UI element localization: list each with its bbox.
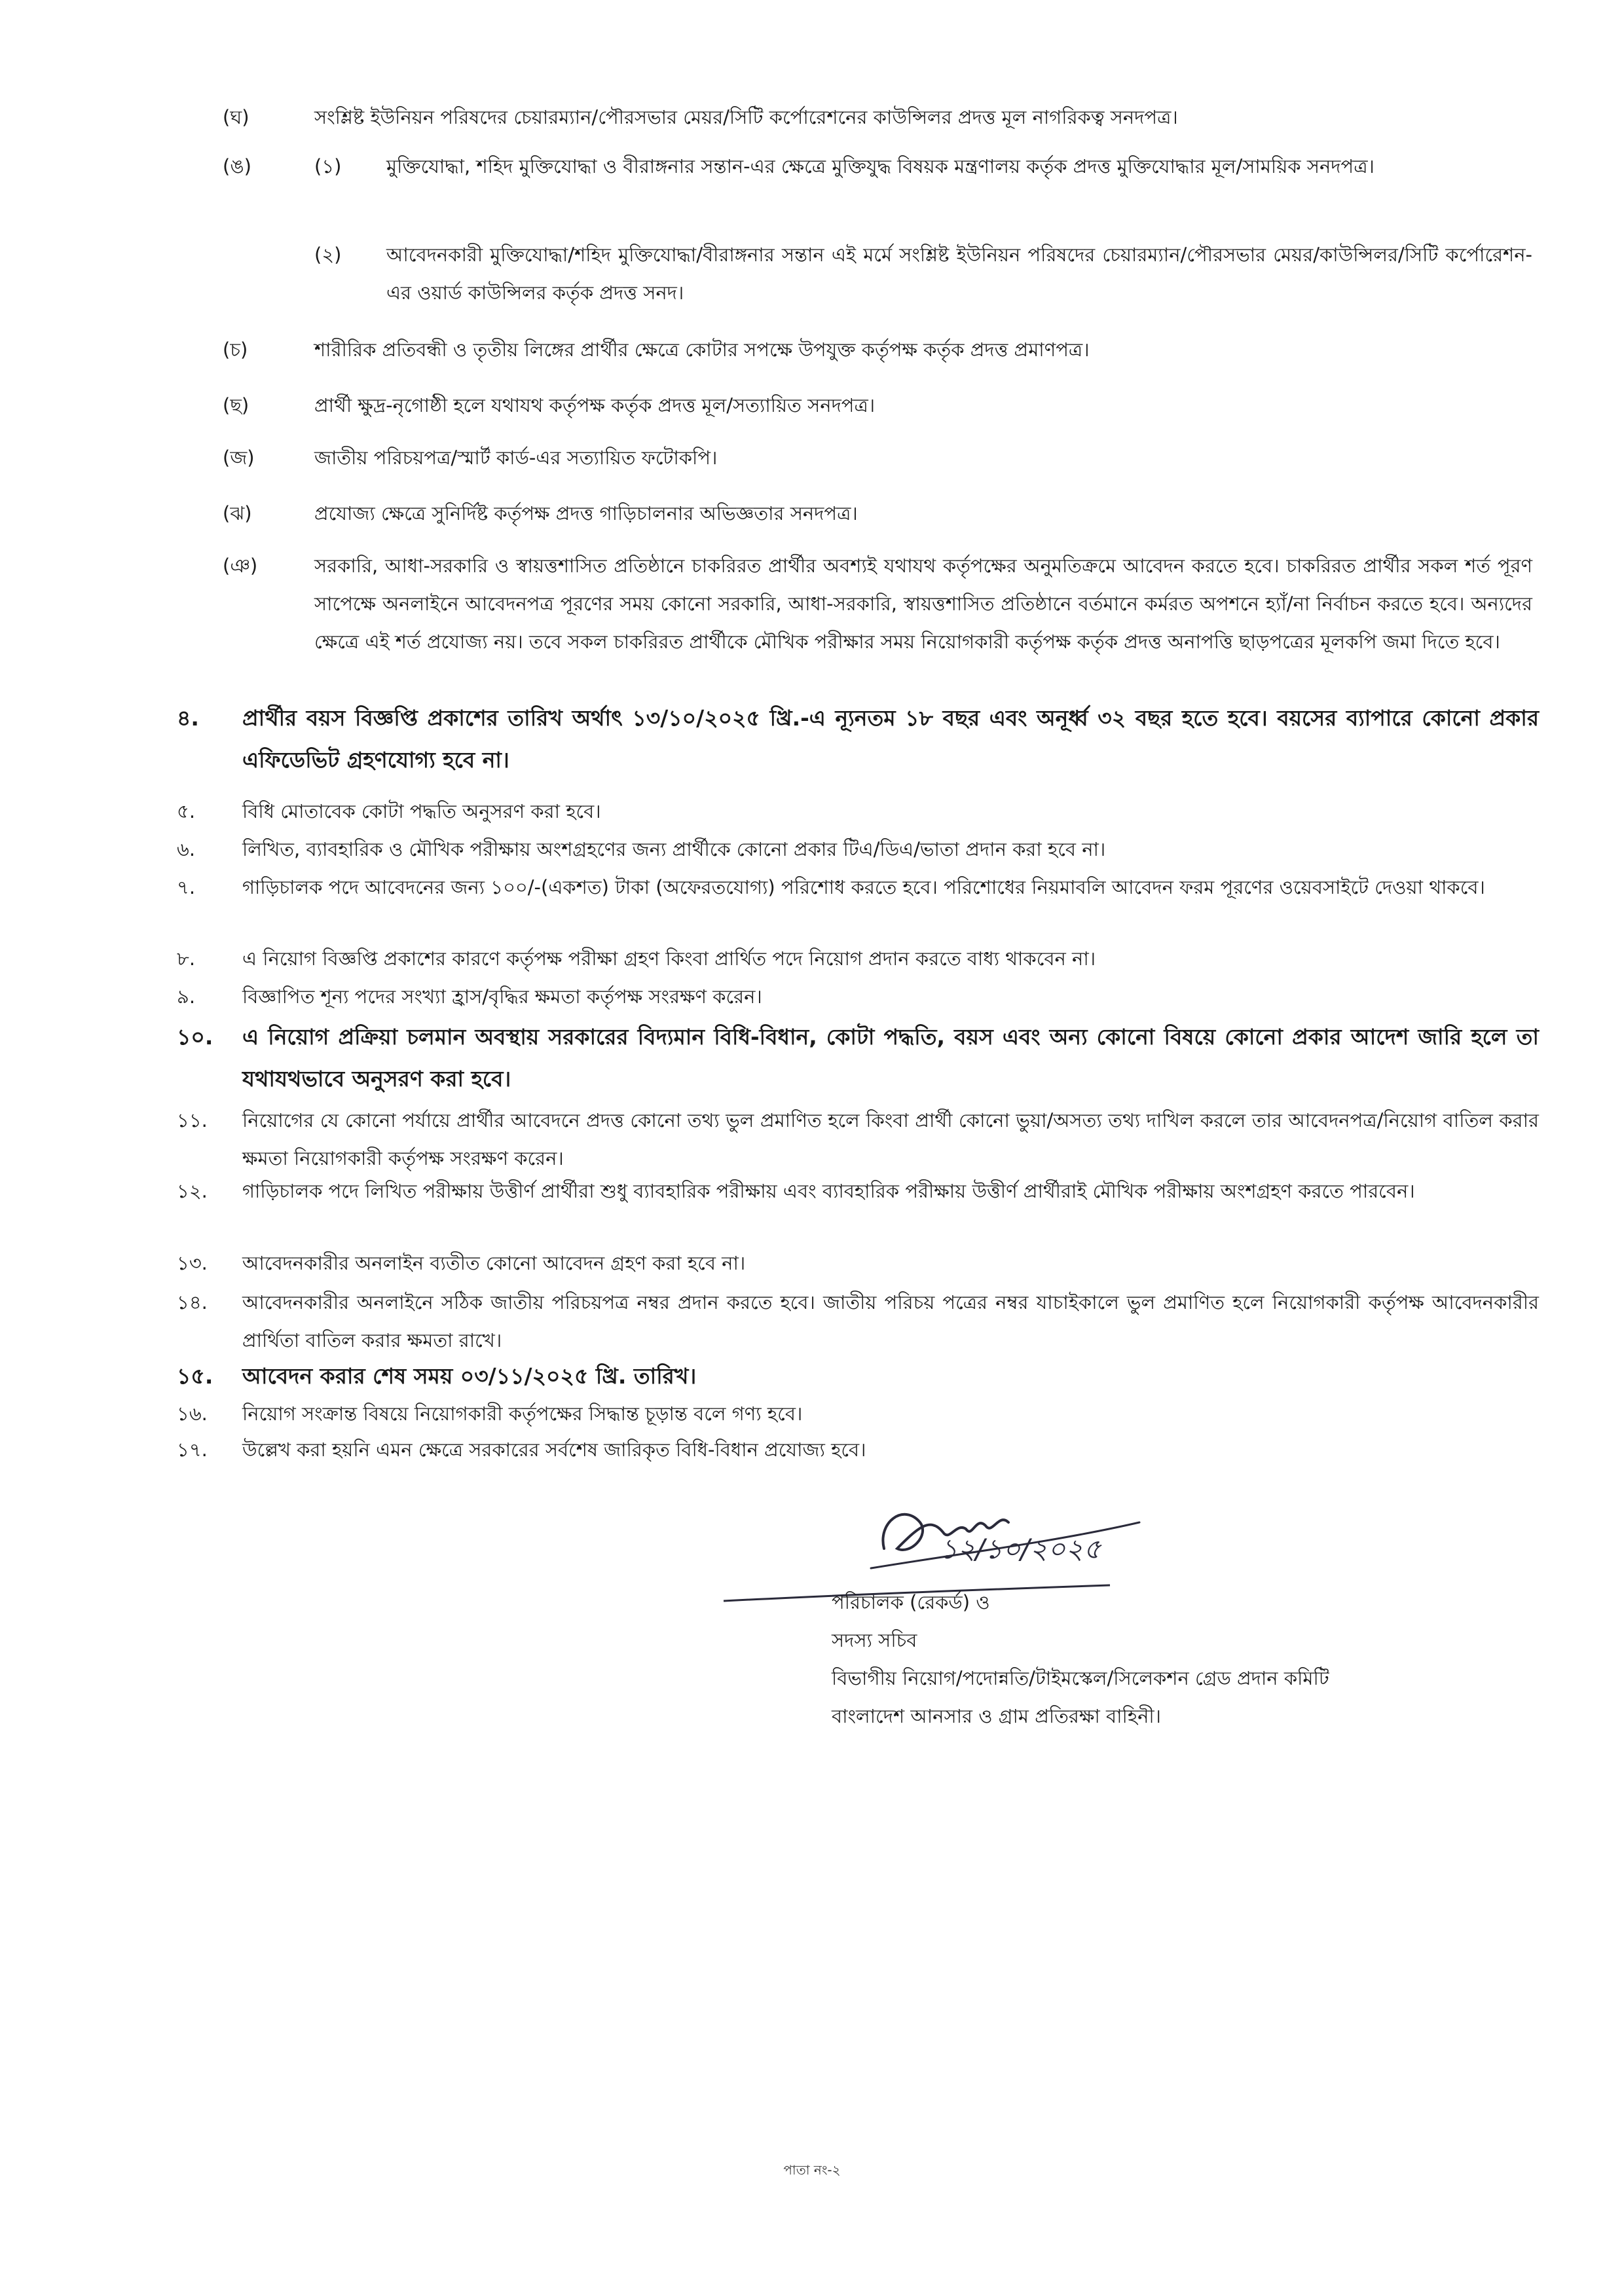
- item-text: নিয়োগের যে কোনো পর্যায়ে প্রার্থীর আবেদনে প্রদত্ত কোনো তথ্য ভুল প্রমাণিত হলে কিংবা প্রার্থী কোনো ভুয়া/অসত্য তথ্য দাখিল করলে তার আবেদনপত্র/নিয়োগ বাতিল করার ক্ষমতা নিয়োগকারী কর্তৃপক্ষ সংরক্ষণ করেন।: [242, 1109, 1539, 1169]
- signatory-title: পরিচালক (রেকর্ড) ও: [832, 1591, 990, 1613]
- item-text: প্রার্থীর বয়স বিজ্ঞপ্তি প্রকাশের তারিখ অর্থাৎ ১৩/১০/২০২৫ খ্রি.-এ ন্যূনতম ১৮ বছর এবং অনূর্ধ্ব ৩২ বছর হতে হবে। বয়সের ব্যাপারে কোনো প্রকার এফিডেভিট গ্রহণযোগ্য হবে না।: [242, 705, 1539, 773]
- item-text: গাড়িচালক পদে লিখিত পরীক্ষায় উত্তীর্ণ প্রার্থীরা শুধু ব্যাবহারিক পরীক্ষায় এবং ব্যাবহারিক পরীক্ষায় উত্তীর্ণ প্রার্থীরাই মৌখিক পরীক্ষায় অংশগ্রহণ করতে পারবেন।: [242, 1180, 1415, 1202]
- item-number: ১১.: [177, 1109, 208, 1131]
- item-number: ৮.: [177, 947, 196, 970]
- item-number: ১৪.: [177, 1291, 208, 1313]
- item-number: ৯.: [177, 985, 196, 1008]
- item-text: উল্লেখ করা হয়নি এমন ক্ষেত্রে সরকারের সর্বশেষ জারিকৃত বিধি-বিধান প্রযোজ্য হবে।: [242, 1439, 866, 1461]
- sub-item-submarker: (১): [314, 155, 342, 177]
- sub-item-submarker: (২): [314, 244, 342, 266]
- sub-item-marker: (ঙ): [223, 155, 251, 177]
- item-number: ১৫.: [177, 1363, 213, 1389]
- item-text: বিধি মোতাবেক কোটা পদ্ধতি অনুসরণ করা হবে।: [242, 800, 601, 822]
- item-number: ৭.: [177, 876, 196, 898]
- sub-item-text: জাতীয় পরিচয়পত্র/স্মার্ট কার্ড-এর সত্যায়িত ফটোকপি।: [314, 447, 718, 469]
- signature-date: ১২/১০/২০২৫: [940, 1533, 1101, 1565]
- sub-item-marker: (জ): [223, 447, 255, 469]
- item-number: ১৬.: [177, 1403, 208, 1425]
- sub-item-text: সংশ্লিষ্ট ইউনিয়ন পরিষদের চেয়ারম্যান/পৌরসভার মেয়র/সিটি কর্পোরেশনের কাউন্সিলর প্রদত্ত মূল নাগরিকত্ব সনদপত্র।: [314, 106, 1178, 128]
- sub-item-text: শারীরিক প্রতিবন্ধী ও তৃতীয় লিঙ্গের প্রার্থীর ক্ষেত্রে কোটার সপক্ষে উপযুক্ত কর্তৃপক্ষ কর্তৃক প্রদত্ত প্রমাণপত্র।: [314, 339, 1090, 361]
- item-text: গাড়িচালক পদে আবেদনের জন্য ১০০/-(একশত) টাকা (অফেরতযোগ্য) পরিশোধ করতে হবে। পরিশোধের নিয়মাবলি আবেদন ফরম পূরণের ওয়েবসাইটে দেওয়া থাকবে।: [242, 876, 1485, 898]
- item-text: আবেদন করার শেষ সময় ০৩/১১/২০২৫ খ্রি. তারিখ।: [242, 1363, 697, 1389]
- sub-item-text: প্রার্থী ক্ষুদ্র-নৃগোষ্ঠী হলে যথাযথ কর্তৃপক্ষ কর্তৃক প্রদত্ত মূল/সত্যায়িত সনদপত্র।: [314, 394, 876, 416]
- signatory-committee: বিভাগীয় নিয়োগ/পদোন্নতি/টাইমস্কেল/সিলেকশন গ্রেড প্রদান কমিটি: [832, 1667, 1329, 1689]
- signatory-block: [832, 1506, 1552, 1735]
- item-text: লিখিত, ব্যাবহারিক ও মৌখিক পরীক্ষায় অংশগ্রহণের জন্য প্রার্থীকে কোনো প্রকার টিএ/ডিএ/ভাতা প্রদান করা হবে না।: [242, 838, 1106, 860]
- item-text: এ নিয়োগ প্রক্রিয়া চলমান অবস্থায় সরকারের বিদ্যমান বিধি-বিধান, কোটা পদ্ধতি, বয়স এবং অন্য কোনো বিষয়ে কোনো প্রকার আদেশ জারি হলে তা যথাযথভাবে অনুসরণ করা হবে।: [242, 1024, 1539, 1092]
- item-text: আবেদনকারীর অনলাইন ব্যতীত কোনো আবেদন গ্রহণ করা হবে না।: [242, 1252, 746, 1274]
- item-number: ১০.: [177, 1024, 213, 1050]
- item-text: নিয়োগ সংক্রান্ত বিষয়ে নিয়োগকারী কর্তৃপক্ষের সিদ্ধান্ত চূড়ান্ত বলে গণ্য হবে।: [242, 1403, 803, 1425]
- item-text: বিজ্ঞাপিত শূন্য পদের সংখ্যা হ্রাস/বৃদ্ধির ক্ষমতা কর্তৃপক্ষ সংরক্ষণ করেন।: [242, 985, 762, 1008]
- item-number: ১৩.: [177, 1252, 208, 1274]
- sub-item-text: সরকারি, আধা-সরকারি ও স্বায়ত্তশাসিত প্রতিষ্ঠানে চাকরিরত প্রার্থীর অবশ্যই যথাযথ কর্তৃপক্ষের অনুমতিক্রমে আবেদন করতে হবে। চাকরিরত প্রার্থীর সকল শর্ত পূরণ সাপেক্ষে অনলাইনে আবেদনপত্র পূরণের সময় কোনো সরকারি, আধা-সরকারি, স্বায়ত্তশাসিত প্রতিষ্ঠানে বর্তমানে কর্মরত অপশনে হ্যাঁ/না নির্বাচন করতে হবে। অন্যদের ক্ষেত্রে এই শর্ত প্রযোজ্য নয়। তবে সকল চাকরিরত প্রার্থীকে মৌখিক পরীক্ষার সময় নিয়োগকারী কর্তৃপক্ষ কর্তৃক প্রদত্ত অনাপত্তি ছাড়পত্রের মূলকপি জমা দিতে হবে।: [314, 555, 1532, 653]
- sub-item-text: মুক্তিযোদ্ধা, শহিদ মুক্তিযোদ্ধা ও বীরাঙ্গনার সন্তান-এর ক্ষেত্রে মুক্তিযুদ্ধ বিষয়ক মন্ত্রণালয় কর্তৃক প্রদত্ত মুক্তিযোদ্ধার মূল/সাময়িক সনদপত্র।: [386, 155, 1375, 177]
- item-number: ৫.: [177, 800, 196, 822]
- sub-item-text: আবেদনকারী মুক্তিযোদ্ধা/শহিদ মুক্তিযোদ্ধা/বীরাঙ্গনার সন্তান এই মর্মে সংশ্লিষ্ট ইউনিয়ন পরিষদের চেয়ারম্যান/পৌরসভার মেয়র/কাউন্সিলর/সিটি কর্পোরেশন-এর ওয়ার্ড কাউন্সিলর কর্তৃক প্রদত্ত সনদ।: [386, 244, 1532, 304]
- sub-item-text: প্রযোজ্য ক্ষেত্রে সুনির্দিষ্ট কর্তৃপক্ষ প্রদত্ত গাড়িচালনার অভিজ্ঞতার সনদপত্র।: [314, 502, 858, 524]
- item-text: আবেদনকারীর অনলাইনে সঠিক জাতীয় পরিচয়পত্র নম্বর প্রদান করতে হবে। জাতীয় পরিচয় পত্রের নম্বর যাচাইকালে ভুল প্রমাণিত হলে নিয়োগকারী কর্তৃপক্ষ আবেদনকারীর প্রার্থিতা বাতিল করার ক্ষমতা রাখে।: [242, 1291, 1539, 1351]
- sub-item-marker: (ঘ): [223, 106, 249, 128]
- sub-item-marker: (ছ): [223, 394, 249, 416]
- sub-item-marker: (ঞ): [223, 555, 258, 577]
- sub-item-marker: (চ): [223, 339, 248, 361]
- item-number: ১৭.: [177, 1439, 208, 1461]
- item-number: ১২.: [177, 1180, 208, 1202]
- page-number: পাতা নং-২: [783, 2162, 841, 2178]
- signatory-role: সদস্য সচিব: [832, 1629, 917, 1651]
- item-number: ৪.: [177, 705, 199, 731]
- signatory-organization: বাংলাদেশ আনসার ও গ্রাম প্রতিরক্ষা বাহিনী।: [832, 1705, 1162, 1727]
- item-number: ৬.: [177, 838, 196, 860]
- sub-item-marker: (ঝ): [223, 502, 252, 524]
- item-text: এ নিয়োগ বিজ্ঞপ্তি প্রকাশের কারণে কর্তৃপক্ষ পরীক্ষা গ্রহণ কিংবা প্রার্থিত পদে নিয়োগ প্রদান করতে বাধ্য থাকবেন না।: [242, 947, 1096, 970]
